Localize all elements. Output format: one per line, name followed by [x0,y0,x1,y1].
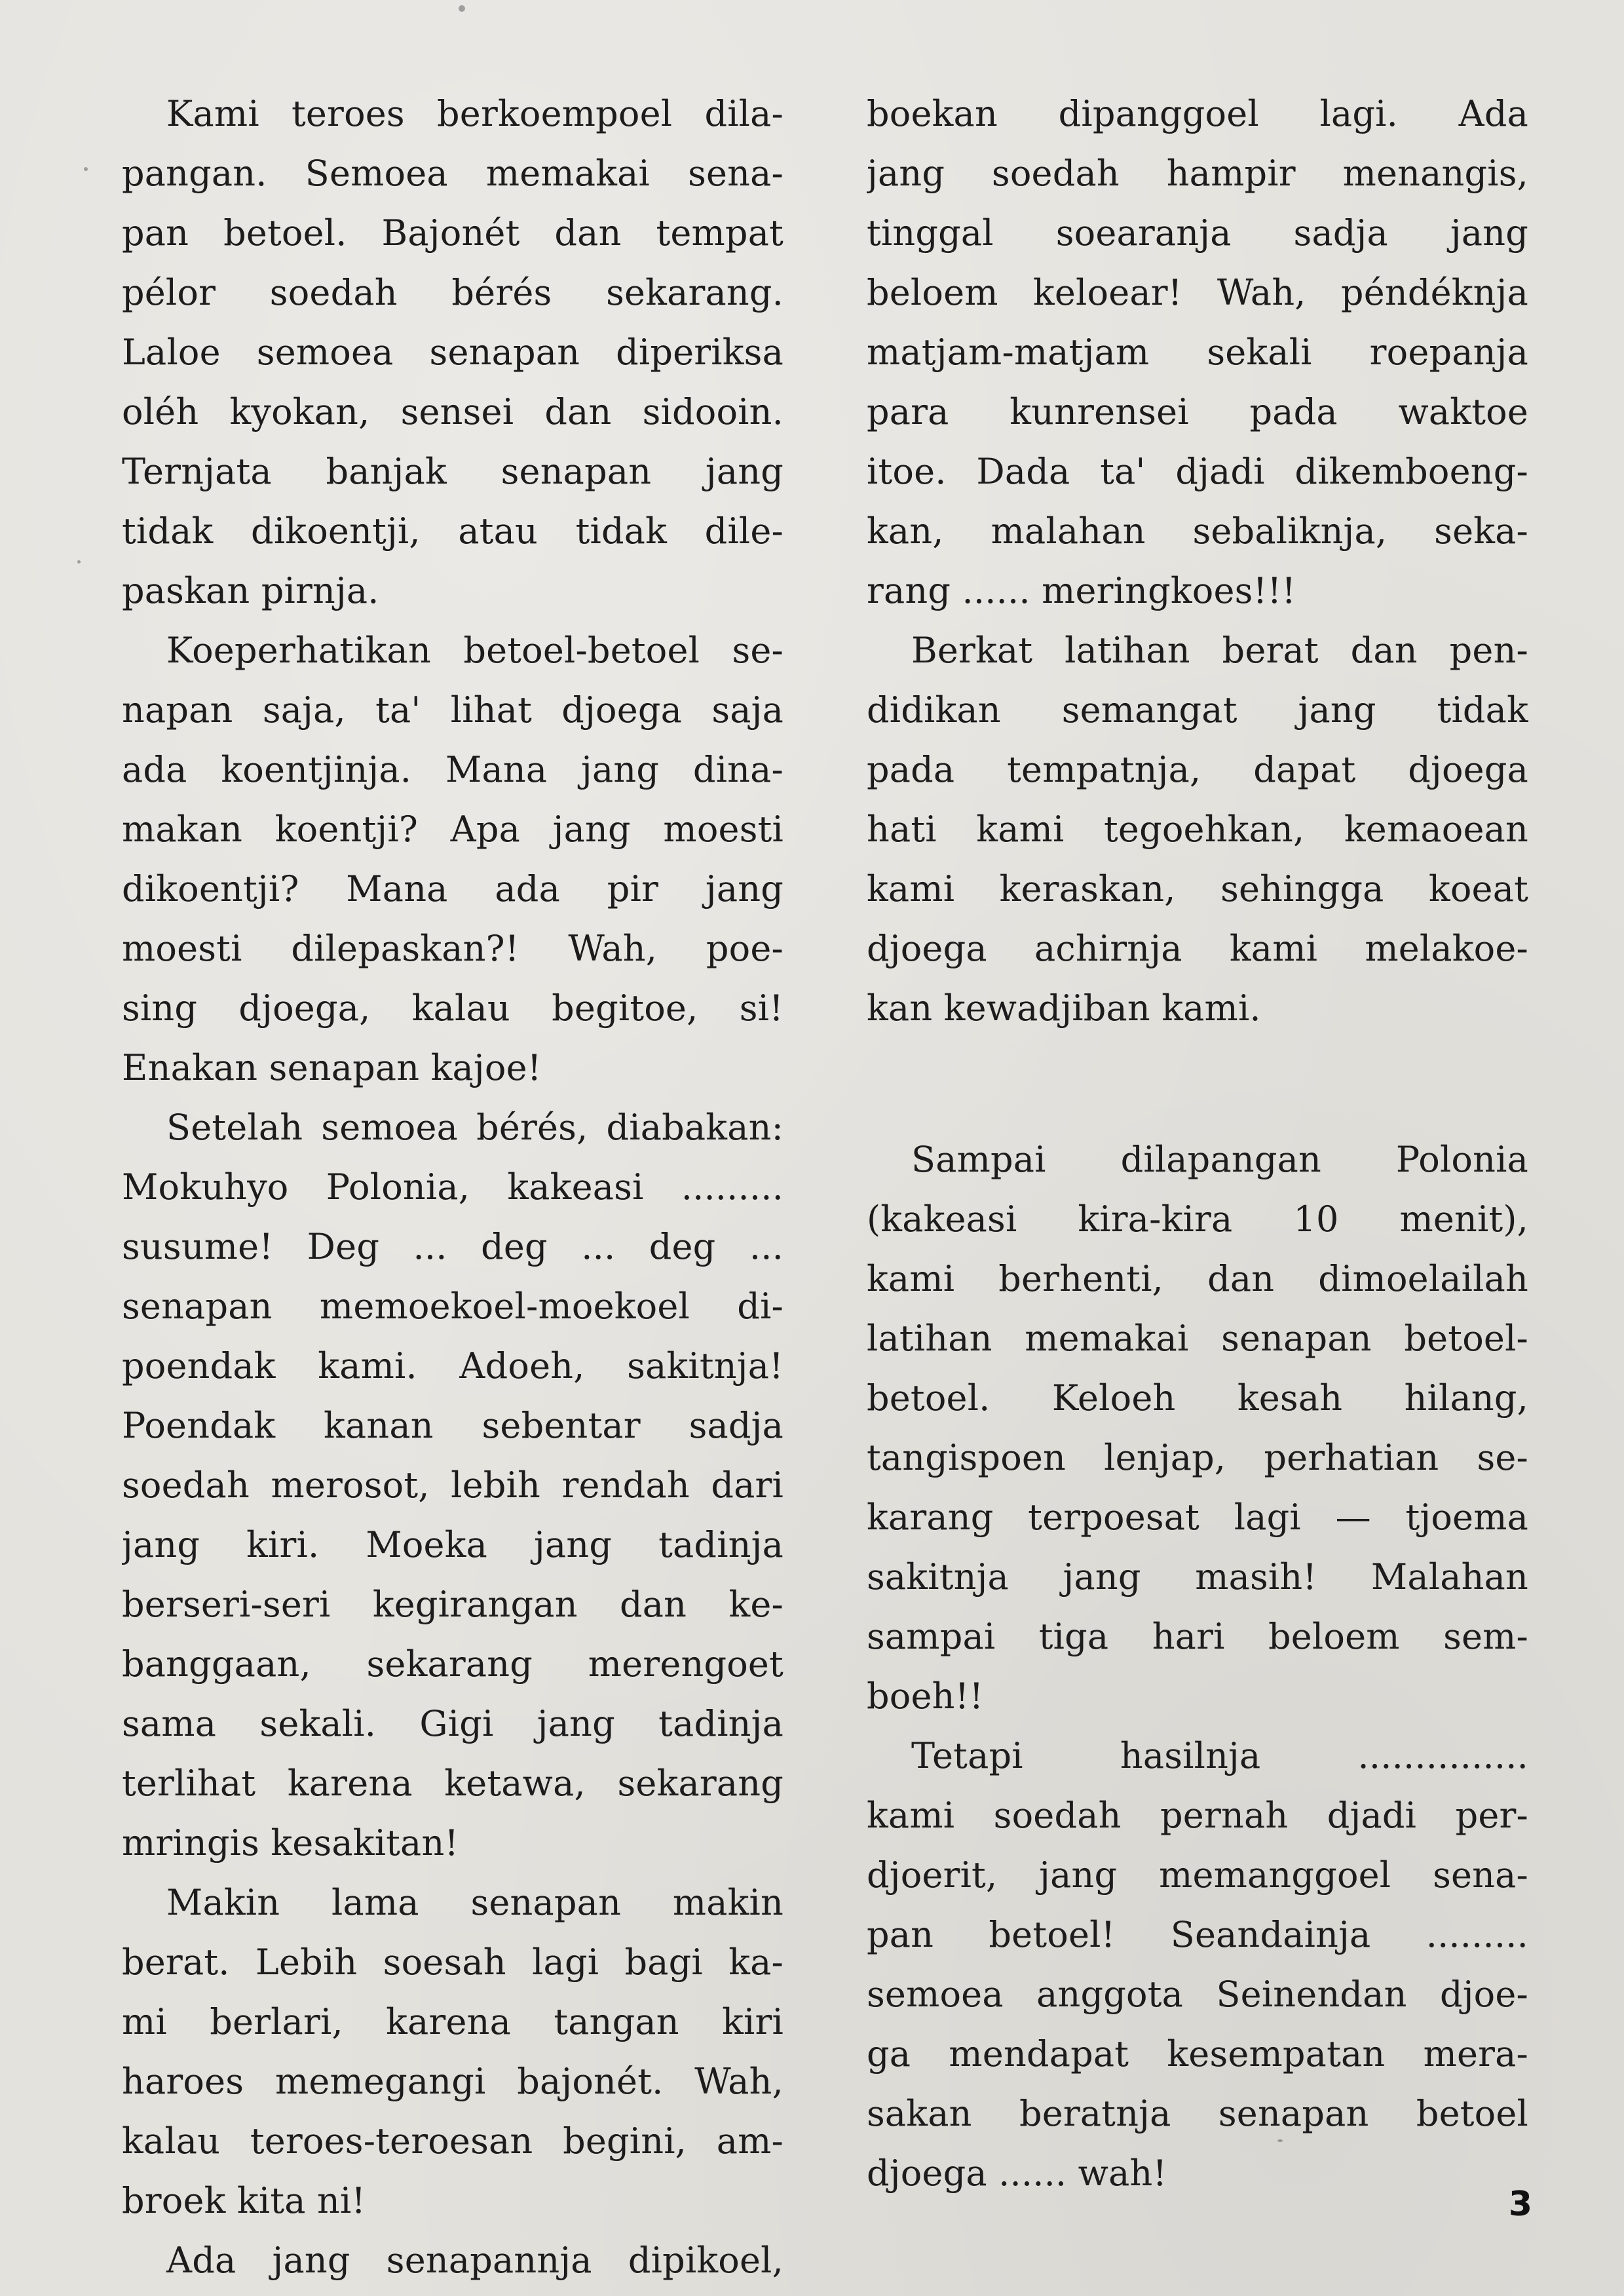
text-line: makan koentji? Apa jang moesti [122,809,784,850]
text-line: ga mendapat kesempatan mera- [867,2033,1528,2075]
section-gap [867,1038,1528,1130]
left-paragraph-5 [122,2230,784,2290]
text-line: pada tempatnja, dapat djoega [867,749,1528,790]
text-line: Setelah semoea bérés, diabakan: [166,1107,784,1148]
text-line: berat. Lebih soesah lagi bagi ka- [122,1942,784,1983]
text-line: dikoentji? Mana ada pir jang [122,868,784,909]
text-line: Berkat latihan berat dan pen- [911,630,1528,671]
text-line: djoega achirnja kami melakoe- [867,928,1528,969]
text-line: sampai tiga hari beloem sem- [867,1616,1528,1657]
text-line: semoea anggota Seinendan djoe- [867,1974,1528,2015]
text-line: jang kiri. Moeka jang tadinja [122,1524,784,1565]
text-line: mringis kesakitan! [122,1822,459,1864]
text-line: paskan pirnja. [122,570,379,611]
right-paragraph-2 [867,621,1528,1038]
text-line: itoe. Dada ta' djadi dikemboeng- [867,451,1528,492]
text-line: beloem keloear! Wah, péndéknja [867,272,1528,313]
scan-speck [1277,2139,1283,2142]
text-line: betoel. Keloeh kesah hilang, [867,1377,1528,1419]
text-line: sakitnja jang masih! Malahan [867,1556,1528,1598]
text-line: latihan memakai senapan betoel- [867,1318,1528,1359]
right-paragraph-1 [867,84,1528,621]
text-line: Mokuhyo Polonia, kakeasi ......... [122,1166,784,1208]
text-line: (kakeasi kira-kira 10 menit), [867,1198,1528,1240]
text-line: kalau teroes-teroesan begini, am- [122,2120,784,2162]
right-column [867,84,1528,2203]
text-line: tangispoen lenjap, perhatian se- [867,1437,1528,1478]
left-paragraph-3 [122,1098,784,1873]
text-line: tinggal soearanja sadja jang [867,212,1528,254]
right-paragraph-4 [867,1726,1528,2203]
scan-speck [84,167,88,171]
text-line: rang ...... meringkoes!!! [867,570,1296,611]
text-line: tidak dikoentji, atau tidak dile- [122,510,784,552]
text-line: soedah merosot, lebih rendah dari [122,1464,784,1506]
left-paragraph-2 [122,621,784,1098]
text-line: matjam-matjam sekali roepanja [867,332,1528,373]
text-line: pangan. Semoea memakai sena- [122,153,784,194]
text-line: djoega ...... wah! [867,2152,1167,2194]
text-line: sama sekali. Gigi jang tadinja [122,1703,784,1744]
text-line: didikan semangat jang tidak [867,689,1528,731]
scan-speck [459,5,465,12]
text-line: Enakan senapan kajoe! [122,1047,542,1088]
text-line: kami berhenti, dan dimoelailah [867,1258,1528,1299]
text-line: senapan memoekoel-moekoel di- [122,1286,784,1327]
text-line: Ada jang senapannja dipikoel, [166,2240,784,2281]
text-line: banggaan, sekarang merengoet [122,1643,784,1685]
text-line: pan betoel. Bajonét dan tempat [122,212,784,254]
text-line: Kami teroes berkoempoel dila- [166,93,784,134]
text-line: sing djoega, kalau begitoe, si! [122,987,784,1029]
text-line: berseri-seri kegirangan dan ke- [122,1584,784,1625]
text-line: Tetapi hasilnja ............... [911,1735,1528,1776]
text-line: Laloe semoea senapan diperiksa [122,332,784,373]
text-line: Ternjata banjak senapan jang [122,451,784,492]
text-line: hati kami tegoehkan, kemaoean [867,809,1528,850]
text-line: susume! Deg ... deg ... deg ... [122,1226,784,1267]
text-line: ada koentjinja. Mana jang dina- [122,749,784,790]
right-paragraph-3 [867,1130,1528,1726]
text-line: kami keraskan, sehingga koeat [867,868,1528,909]
left-paragraph-1 [122,84,784,621]
scan-speck [77,560,81,564]
text-line: kan kewadjiban kami. [867,987,1261,1029]
text-line: terlihat karena ketawa, sekarang [122,1763,784,1804]
text-line: Poendak kanan sebentar sadja [122,1405,784,1446]
text-line: para kunrensei pada waktoe [867,391,1528,432]
text-line: pélor soedah bérés sekarang. [122,272,784,313]
text-line: karang terpoesat lagi — tjoema [867,1497,1528,1538]
text-line: boeh!! [867,1675,984,1717]
text-line: moesti dilepaskan?! Wah, poe- [122,928,784,969]
text-line: boekan dipanggoel lagi. Ada [867,93,1528,134]
text-line: oléh kyokan, sensei dan sidooin. [122,391,784,432]
text-line: pan betoel! Seandainja ......... [867,1914,1528,1955]
text-line: napan saja, ta' lihat djoega saja [122,689,784,731]
text-line: Makin lama senapan makin [166,1882,784,1923]
text-line: poendak kami. Adoeh, sakitnja! [122,1345,784,1387]
text-line: jang soedah hampir menangis, [867,153,1528,194]
left-paragraph-4 [122,1873,784,2230]
text-line: kami soedah pernah djadi per- [867,1795,1528,1836]
text-line: haroes memegangi bajonét. Wah, [122,2061,784,2102]
text-line: sakan beratnja senapan betoel [867,2093,1528,2134]
text-line: mi berlari, karena tangan kiri [122,2001,784,2042]
text-line: kan, malahan sebaliknja, seka- [867,510,1528,552]
left-column [122,84,784,2290]
text-line: broek kita ni! [122,2180,366,2221]
text-line: Sampai dilapangan Polonia [911,1139,1528,1180]
text-line: Koeperhatikan betoel-betoel se- [166,630,784,671]
text-line: djoerit, jang memanggoel sena- [867,1854,1528,1896]
page-number: 3 [1508,2185,1532,2224]
